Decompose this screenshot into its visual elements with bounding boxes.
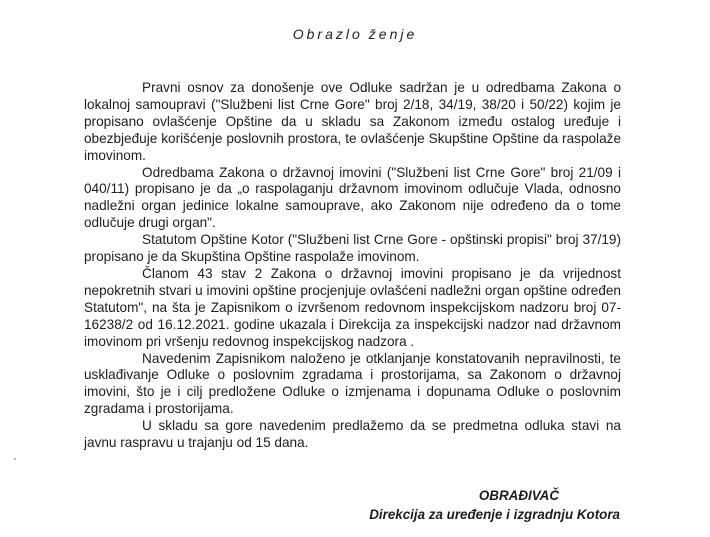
document-title-part-1: Obrazlo [292,26,363,42]
document-title-part-2: ženje [368,26,418,42]
signature-organization: Direkcija za uređenje i izgradnju Kotora [369,507,620,522]
signature-block [369,486,620,524]
paragraph-article-43: Članom 43 stav 2 Zakona o državnoj imovini propisano je da vrijednost nepokretnih stvari u imovini opštine procjenjuje ovlašćeni nadležni organ opštine određen Statutom", na šta je Zapisnikom o izvršenom redovnom inspekcijskom nadzoru broj 07-16238/2 od 16.12.2021. godine ukazala i Direkcija za inspekcijski nadzor nad državnom imovinom pri vršenju redovnog inspekcijskog nadzora . [84,265,621,349]
document-body [84,80,621,452]
scan-speck [14,458,16,460]
paragraph-inspection-record: Navedenim Zapisnikom naloženo je otklanjanje konstatovanih nepravilnosti, te usklađivanje Odluke o poslovnim zgradama i prostorijama, sa Zakonom o državnoj imovini, što je i cilj predložene Odluke o izmjenama i dopunama Odluke o poslovnim zgradama i prostorijama. [84,350,621,417]
paragraph-proposal: U skladu sa gore navedenim predlažemo da se predmetna odluka stavi na javnu raspravu u trajanju od 15 dana. [84,418,621,451]
paragraph-statute: Statutom Opštine Kotor ("Službeni list Crne Gore - opštinski propisi" broj 37/19) propisano je da Skupština Opštine raspolaže imovinom. [84,232,621,265]
signature-title: OBRAĐIVAČ [478,488,559,503]
paragraph-legal-basis: Pravni osnov za donošenje ove Odluke sadržan je u odredbama Zakona o lokalnoj samoupravi ("Službeni list Crne Gore" broj 2/18, 34/19, 38/20 i 50/22) kojim je propisano ovlašćenje Opštine da u skladu sa Zakonom između ostalog uređuje i obezbjeđuje korišćenje poslovnih prostora, te ovlašćenje Skupštine Opštine da raspolaže imovinom. [84,80,621,163]
paragraph-state-property-law: Odredbama Zakona o državnoj imovini ("Službeni list Crne Gore" broj 21/09 i 040/11) propisano je da „o raspolaganju državnom imovinom odlučuje Vlada, odnosno nadležni organ jedinice lokalne samouprave, ako Zakonom nije određeno da o tome odlučuje drugi organ". [84,164,621,231]
document-title [0,26,710,42]
